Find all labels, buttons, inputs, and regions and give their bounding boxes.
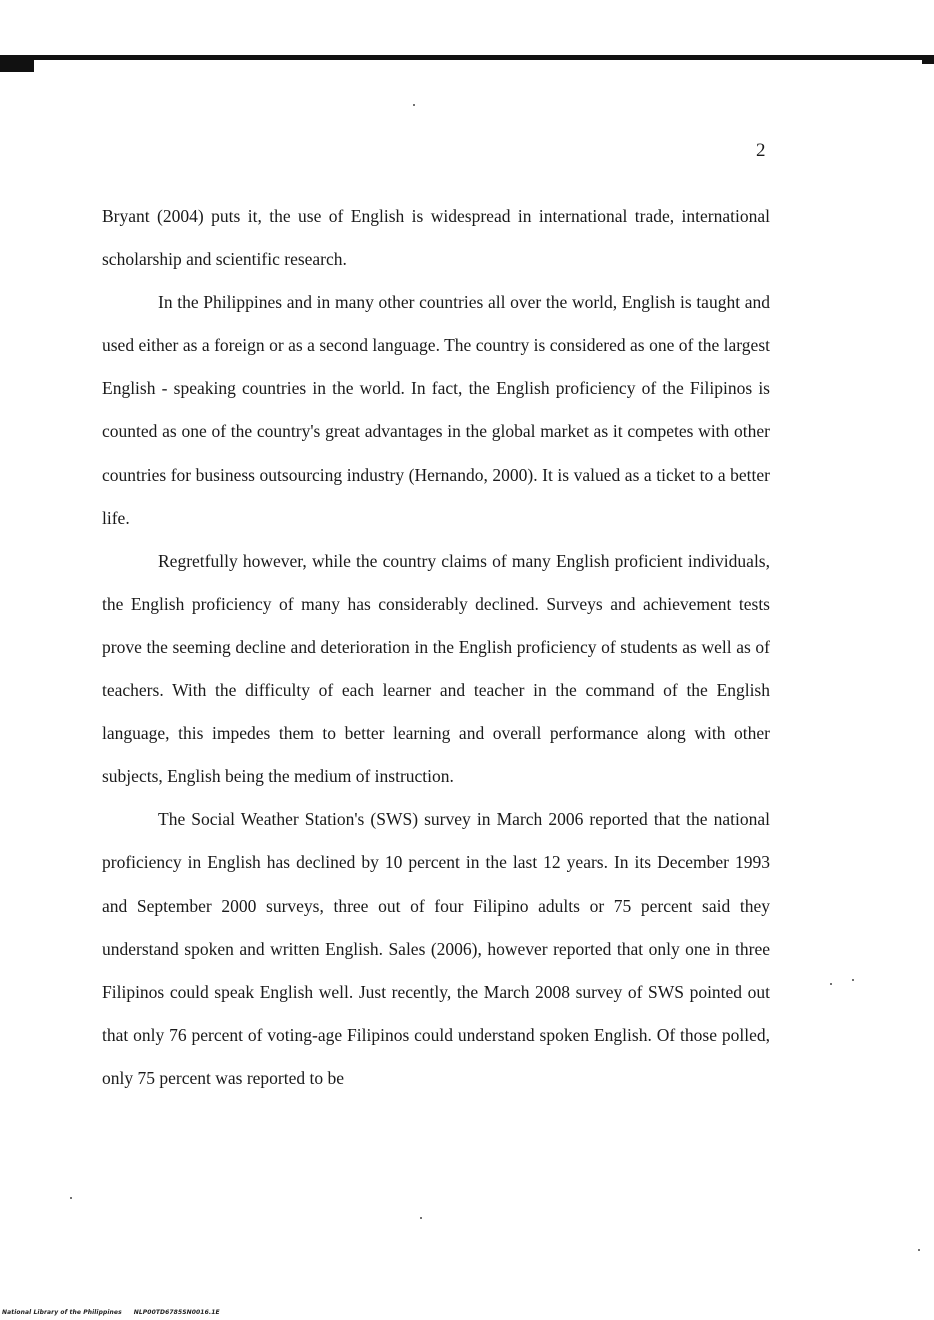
scan-artifact-right <box>922 58 934 64</box>
scan-speck <box>830 983 832 985</box>
document-body <box>102 195 770 1100</box>
paragraph: In the Philippines and in many other countries all over the world, English is taught and used either as a foreign or as a second language. The country is considered as one of the largest English - speaking countries in the world. In fact, the English proficiency of the Filipinos is counted as one of the country's great advantages in the global market as it competes with other countries for business outsourcing industry (Hernando, 2000). It is valued as a ticket to a better life. <box>102 292 770 528</box>
paragraph: The Social Weather Station's (SWS) survey in March 2006 reported that the national proficiency in English has declined by 10 percent in the last 12 years. In its December 1993 and September 2000 surveys, three out of four Filipino adults or 75 percent said they understand spoken and written English. Sales (2006), however reported that only one in three Filipinos could speak English well. Just recently, the March 2008 survey of SWS pointed out that only 76 percent of voting-age Filipinos could understand spoken English. Of those polled, only 75 percent was reported to be <box>102 809 770 1088</box>
scan-speck <box>70 1197 72 1199</box>
scan-speck <box>420 1217 422 1219</box>
paragraph: Regretfully however, while the country claims of many English proficient individuals, the English proficiency of many has considerably declined. Surveys and achievement tests prove the seeming decline and deterioration in the English proficiency of students as well as of teachers. With the difficulty of each learner and teacher in the command of the English language, this impedes them to better learning and overall performance along with other subjects, English being the medium of instruction. <box>102 550 770 787</box>
scan-speck <box>918 1249 920 1251</box>
page-number: 2 <box>756 140 766 161</box>
scan-artifact-left <box>0 60 34 72</box>
footer-document-code: NLP00TD6785SN0016.1E <box>133 1309 220 1316</box>
scan-speck <box>413 104 415 106</box>
scan-top-border <box>0 55 934 60</box>
library-footer <box>2 1309 220 1316</box>
paragraph: Bryant (2004) puts it, the use of English is widespread in international trade, international scholarship and scientific research. <box>102 206 770 270</box>
scan-speck <box>852 979 854 981</box>
footer-library-name: National Library of the Philippines <box>2 1309 122 1316</box>
